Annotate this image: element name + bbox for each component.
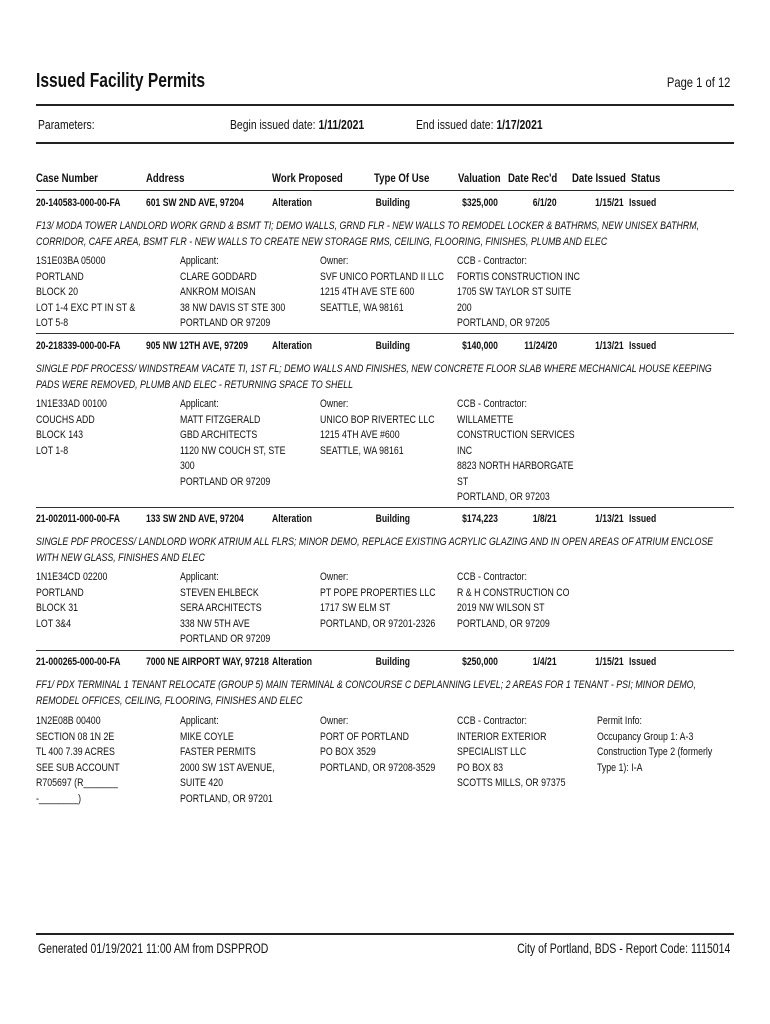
applicant-line: 1120 NW COUCH ST, STE bbox=[180, 444, 286, 457]
contractor-line: 8823 NORTH HARBORGATE bbox=[457, 460, 574, 472]
contractor-line: CCB - Contractor: bbox=[457, 255, 527, 267]
contractor-line: FORTIS CONSTRUCTION INC bbox=[457, 270, 581, 283]
applicant-line: MIKE COYLE bbox=[180, 730, 234, 743]
col-status: Status bbox=[631, 171, 661, 185]
col-date-recd: Date Rec'd bbox=[508, 171, 558, 185]
property-line: R705697 (R_______ bbox=[36, 777, 118, 789]
property-line: -________) bbox=[36, 792, 82, 805]
type-of-use: Building bbox=[375, 197, 410, 209]
col-type-of-use: Type Of Use bbox=[374, 171, 430, 185]
applicant-line: Applicant: bbox=[180, 398, 219, 410]
contractor-line: WILLAMETTE bbox=[457, 413, 514, 426]
contractor-line: 2019 NW WILSON ST bbox=[457, 602, 545, 614]
property-line: PORTLAND bbox=[36, 270, 84, 283]
case-number: 21-000265-000-00-FA bbox=[36, 656, 121, 668]
contractor-line: CCB - Contractor: bbox=[457, 715, 527, 727]
property-line: SEE SUB ACCOUNT bbox=[36, 761, 120, 774]
applicant-line: STEVEN EHLBECK bbox=[180, 586, 259, 599]
contractor-line: SCOTTS MILLS, OR 97375 bbox=[457, 777, 566, 789]
owner-line: SVF UNICO PORTLAND II LLC bbox=[320, 270, 445, 283]
date-received: 1/8/21 bbox=[533, 513, 557, 525]
applicant-line: Applicant: bbox=[180, 715, 219, 727]
col-work-proposed: Work Proposed bbox=[272, 171, 343, 185]
date-received: 6/1/20 bbox=[533, 197, 557, 209]
owner-line: Owner: bbox=[320, 398, 349, 410]
col-address: Address bbox=[146, 171, 185, 185]
property-description bbox=[36, 254, 135, 332]
applicant-line: MATT FITZGERALD bbox=[180, 413, 261, 426]
applicant-line: Applicant: bbox=[180, 571, 219, 583]
contractor-line: R & H CONSTRUCTION CO bbox=[457, 586, 570, 599]
applicant-line: 338 NW 5TH AVE bbox=[180, 617, 250, 630]
contractor-line: CCB - Contractor: bbox=[457, 398, 527, 410]
footer-rule bbox=[36, 933, 734, 935]
contractor-line: PORTLAND, OR 97209 bbox=[457, 617, 550, 630]
permit-address: 133 SW 2ND AVE, 97204 bbox=[146, 513, 244, 525]
applicant-line: 38 NW DAVIS ST STE 300 bbox=[180, 301, 286, 314]
contractor-line: ST bbox=[457, 475, 469, 488]
applicant-line: PORTLAND OR 97209 bbox=[180, 633, 271, 645]
valuation: $174,223 bbox=[462, 513, 498, 525]
applicant-line: PORTLAND, OR 97201 bbox=[180, 792, 273, 805]
valuation: $250,000 bbox=[462, 656, 498, 668]
permit-info-line: Type 1): I-A bbox=[597, 761, 643, 774]
permit-info-line: Occupancy Group 1: A-3 bbox=[597, 730, 694, 743]
owner-line: 1215 4TH AVE STE 600 bbox=[320, 286, 415, 298]
property-line: BLOCK 20 bbox=[36, 286, 79, 298]
contractor-line: CONSTRUCTION SERVICES bbox=[457, 429, 575, 441]
owner-line: PORTLAND, OR 97201-2326 bbox=[320, 617, 436, 630]
property-description bbox=[36, 714, 120, 807]
applicant-line: ANKROM MOISAN bbox=[180, 286, 256, 298]
col-date-issued: Date Issued bbox=[572, 171, 626, 185]
permit-description: F13/ MODA TOWER LANDLORD WORK GRND & BSMT TI; DEMO WALLS, GRND FLR - NEW WALLS TO REMODEL LOCKER & BATHRMS, NEW UNISEX BATHRM, CORRIDOR, CAFE AREA, BSMT FLR - NEW WALLS TO CREATE NEW STORAGE RMS, CEILING, FLOORING, FINISHES, PLUMB AND ELEC bbox=[36, 220, 700, 248]
owner-line: PORTLAND, OR 97208-3529 bbox=[320, 761, 436, 774]
property-line: 1S1E03BA 05000 bbox=[36, 255, 106, 267]
contractor-line: PO BOX 83 bbox=[457, 761, 503, 774]
owner-line: Owner: bbox=[320, 715, 349, 727]
work-proposed: Alteration bbox=[272, 513, 313, 525]
date-issued: 1/15/21 bbox=[595, 656, 624, 668]
begin-date-param bbox=[230, 117, 364, 132]
owner-line: PORT OF PORTLAND bbox=[320, 730, 409, 743]
owner-block bbox=[320, 714, 435, 776]
contractor-block bbox=[457, 714, 566, 792]
permit-description: SINGLE PDF PROCESS/ WINDSTREAM VACATE TI, 1ST FL; DEMO WALLS AND FINISHES, NEW CONCRETE FLOOR SLAB WHERE MECHANICAL HOUSE KEEPING PADS WERE REMOVED, PLUMB AND ELEC - RETURNING SPACE TO SHELL bbox=[36, 363, 712, 391]
property-description bbox=[36, 397, 107, 459]
owner-line: SEATTLE, WA 98161 bbox=[320, 444, 404, 457]
permit-description: SINGLE PDF PROCESS/ LANDLORD WORK ATRIUM ALL FLRS; MINOR DEMO, REPLACE EXISTING ACRYLIC GLAZING AND IN OPEN AREAS OF ATRIUM ENCLOSE WITH NEW GLASS, FINISHES AND ELEC bbox=[36, 536, 714, 564]
end-date-value: 1/17/2021 bbox=[496, 117, 543, 132]
owner-line: PT POPE PROPERTIES LLC bbox=[320, 586, 436, 599]
permit-info-line: Permit Info: bbox=[597, 715, 642, 727]
end-date-param bbox=[416, 117, 543, 132]
property-line: LOT 1-8 bbox=[36, 444, 69, 457]
permit-info-line: Construction Type 2 (formerly bbox=[597, 746, 713, 758]
report-source: City of Portland, BDS - Report Code: 1115014 bbox=[516, 940, 730, 956]
applicant-line: GBD ARCHITECTS bbox=[180, 429, 258, 441]
owner-line: Owner: bbox=[320, 255, 349, 267]
owner-line: SEATTLE, WA 98161 bbox=[320, 301, 404, 314]
applicant-line: PORTLAND OR 97209 bbox=[180, 317, 271, 329]
col-valuation: Valuation bbox=[458, 171, 501, 185]
header-rule bbox=[36, 104, 734, 106]
applicant-block bbox=[180, 254, 285, 332]
parameters-label: Parameters: bbox=[38, 117, 95, 132]
valuation: $325,000 bbox=[462, 197, 498, 209]
contractor-line: CCB - Contractor: bbox=[457, 571, 527, 583]
contractor-line: PORTLAND, OR 97203 bbox=[457, 491, 550, 503]
contractor-line: INC bbox=[457, 444, 473, 457]
property-line: 1N2E08B 00400 bbox=[36, 715, 101, 727]
owner-block bbox=[320, 397, 435, 459]
report-title: Issued Facility Permits bbox=[36, 70, 206, 92]
date-received: 11/24/20 bbox=[524, 340, 557, 352]
property-line: PORTLAND bbox=[36, 586, 84, 599]
applicant-line: FASTER PERMITS bbox=[180, 746, 256, 758]
date-issued: 1/13/21 bbox=[595, 513, 624, 525]
date-issued: 1/15/21 bbox=[595, 197, 624, 209]
case-number: 20-140583-000-00-FA bbox=[36, 197, 121, 209]
begin-date-label: Begin issued date: bbox=[230, 117, 316, 132]
applicant-line: 300 bbox=[180, 460, 195, 472]
applicant-line: CLARE GODDARD bbox=[180, 270, 257, 283]
permit-address: 601 SW 2ND AVE, 97204 bbox=[146, 197, 244, 209]
applicant-line: Applicant: bbox=[180, 255, 219, 267]
type-of-use: Building bbox=[375, 340, 410, 352]
date-issued: 1/13/21 bbox=[595, 340, 624, 352]
record-separator bbox=[36, 650, 734, 651]
property-line: LOT 1-4 EXC PT IN ST & bbox=[36, 301, 136, 314]
page-number: Page 1 of 12 bbox=[666, 74, 730, 90]
end-date-label: End issued date: bbox=[416, 117, 494, 132]
contractor-line: 1705 SW TAYLOR ST SUITE bbox=[457, 286, 572, 298]
owner-line: Owner: bbox=[320, 571, 349, 583]
applicant-line: SUITE 420 bbox=[180, 777, 224, 789]
permit-description: FF1/ PDX TERMINAL 1 TENANT RELOCATE (GROUP 5) MAIN TERMINAL & CONCOURSE C DEPLANNING LEVEL; 2 AREAS FOR 1 TENANT - PSI; MINOR DEMO, REMODEL OFFICES, CEILING, FLOORING, FINISHES AND ELEC bbox=[36, 679, 696, 707]
type-of-use: Building bbox=[375, 656, 410, 668]
date-received: 1/4/21 bbox=[533, 656, 557, 668]
contractor-line: SPECIALIST LLC bbox=[457, 746, 527, 758]
contractor-block bbox=[457, 254, 580, 332]
work-proposed: Alteration bbox=[272, 340, 313, 352]
property-description bbox=[36, 570, 107, 632]
contractor-line: PORTLAND, OR 97205 bbox=[457, 317, 550, 329]
permit-status: Issued bbox=[629, 656, 657, 668]
contractor-block bbox=[457, 397, 575, 506]
work-proposed: Alteration bbox=[272, 197, 313, 209]
valuation: $140,000 bbox=[462, 340, 498, 352]
property-line: LOT 5-8 bbox=[36, 317, 69, 329]
contractor-block bbox=[457, 570, 569, 632]
case-number: 21-002011-000-00-FA bbox=[36, 513, 120, 525]
permit-address: 7000 NE AIRPORT WAY, 97218 bbox=[146, 656, 269, 668]
col-case-number: Case Number bbox=[36, 171, 98, 185]
type-of-use: Building bbox=[375, 513, 410, 525]
owner-block bbox=[320, 254, 444, 316]
property-line: BLOCK 31 bbox=[36, 602, 79, 614]
contractor-line: 200 bbox=[457, 301, 472, 314]
owner-line: 1215 4TH AVE #600 bbox=[320, 429, 400, 441]
applicant-line: 2000 SW 1ST AVENUE, bbox=[180, 761, 275, 774]
property-line: 1N1E33AD 00100 bbox=[36, 398, 107, 410]
parameters-rule bbox=[36, 142, 734, 144]
permit-status: Issued bbox=[629, 340, 657, 352]
generated-timestamp: Generated 01/19/2021 11:00 AM from DSPPROD bbox=[38, 940, 269, 956]
property-line: TL 400 7.39 ACRES bbox=[36, 746, 115, 758]
property-line: COUCHS ADD bbox=[36, 413, 95, 426]
record-separator bbox=[36, 333, 734, 334]
owner-block bbox=[320, 570, 436, 632]
contractor-line: INTERIOR EXTERIOR bbox=[457, 730, 547, 743]
case-number: 20-218339-000-00-FA bbox=[36, 340, 121, 352]
applicant-block bbox=[180, 397, 285, 490]
applicant-line: SERA ARCHITECTS bbox=[180, 602, 262, 614]
owner-line: UNICO BOP RIVERTEC LLC bbox=[320, 413, 435, 426]
owner-line: PO BOX 3529 bbox=[320, 746, 376, 758]
applicant-line: PORTLAND OR 97209 bbox=[180, 475, 271, 488]
permit-info-block bbox=[597, 714, 712, 776]
work-proposed: Alteration bbox=[272, 656, 313, 668]
property-line: SECTION 08 1N 2E bbox=[36, 730, 115, 743]
property-line: LOT 3&4 bbox=[36, 617, 72, 630]
permit-status: Issued bbox=[629, 513, 657, 525]
property-line: 1N1E34CD 02200 bbox=[36, 571, 108, 583]
applicant-block bbox=[180, 714, 275, 807]
permit-address: 905 NW 12TH AVE, 97209 bbox=[146, 340, 249, 352]
applicant-block bbox=[180, 570, 270, 648]
property-line: BLOCK 143 bbox=[36, 429, 83, 441]
begin-date-value: 1/11/2021 bbox=[318, 117, 365, 132]
record-separator bbox=[36, 507, 734, 508]
column-header-rule bbox=[36, 190, 734, 191]
owner-line: 1717 SW ELM ST bbox=[320, 602, 391, 614]
permit-status: Issued bbox=[629, 197, 657, 209]
